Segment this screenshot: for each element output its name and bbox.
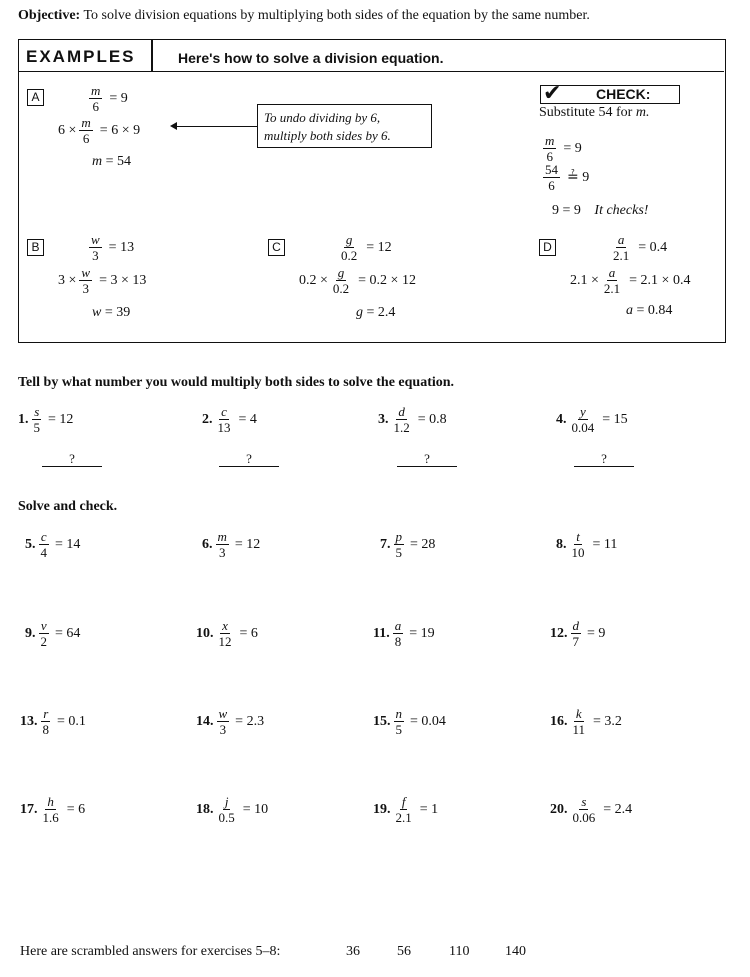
exercise-10: 10. $\frac{x}{12}$ = 6 xyxy=(196,618,258,649)
exercise-16: 16. $\frac{k}{11}$ = 3.2 xyxy=(550,706,622,737)
check-label: CHECK: xyxy=(596,86,651,102)
exercise-3: 3. $\frac{d}{1.2}$ = 0.8 xyxy=(378,404,447,435)
objective xyxy=(18,8,590,24)
scrambled-answer: 56 xyxy=(397,944,411,959)
objective-text: To solve division equations by multiplying both sides of the equation by the same number. xyxy=(83,8,590,23)
example-d-step: 2.1 × $\frac{a}{2.1}$ = 2.1 × 0.4 xyxy=(570,265,691,296)
check-substitute: Substitute 54 for m. xyxy=(539,105,650,120)
check-step-1: $\frac{m}{6}$ = 9 xyxy=(545,133,582,164)
section2-instruction: Solve and check. xyxy=(18,499,118,514)
examples-title: EXAMPLES xyxy=(26,47,136,66)
example-a-solution: m = 54 xyxy=(92,154,132,169)
exercise-18: 18. $\frac{j}{0.5}$ = 10 xyxy=(196,794,269,825)
scrambled-answer: 36 xyxy=(346,944,360,959)
example-b-step: 3 × $\frac{w}{3}$ = 3 × 13 xyxy=(58,265,147,296)
examples-divider xyxy=(151,40,153,72)
scrambled-answers-label: Here are scrambled answers for exercises 5–8: xyxy=(20,944,281,959)
scrambled-answer: 140 xyxy=(505,944,526,959)
equation-rhs: = 6 × 9 xyxy=(99,122,141,138)
example-b-equation: $\frac{w}{3}$ = 13 xyxy=(91,232,135,263)
callout-line-2: multiply both sides by 6. xyxy=(264,128,391,143)
fraction-denominator: 6 xyxy=(92,99,99,114)
exercise-2: 2. $\frac{c}{13}$ = 4 xyxy=(202,404,257,435)
examples-heading: Here's how to solve a division equation. xyxy=(178,50,444,66)
exercise-8: 8. $\frac{t}{10}$ = 11 xyxy=(556,529,618,560)
exercise-14: 14. $\frac{w}{3}$ = 2.3 xyxy=(196,706,265,737)
equation-rhs: = 9 xyxy=(109,90,128,106)
exercise-5: 5. $\frac{c}{4}$ = 14 xyxy=(25,529,81,560)
section1-instruction: Tell by what number you would multiply both sides to solve the equation. xyxy=(18,375,455,390)
exercise-13: 13. $\frac{r}{8}$ = 0.1 xyxy=(20,706,86,737)
example-d-equation: $\frac{a}{2.1}$ = 0.4 xyxy=(613,232,668,263)
answer-blank-4[interactable]: ? xyxy=(574,452,634,467)
example-d-label: D xyxy=(539,239,556,256)
objective-label: Objective: xyxy=(18,8,81,23)
exercise-20: 20. $\frac{s}{0.06}$ = 2.4 xyxy=(550,794,633,825)
example-b-label: B xyxy=(27,239,44,256)
example-a-step xyxy=(58,116,140,145)
exercise-9: 9. $\frac{v}{2}$ = 64 xyxy=(25,618,81,649)
example-b-solution: w = 39 xyxy=(92,305,131,320)
check-step-2: $\frac{54}{6}$ ≟ 9 xyxy=(545,162,590,193)
checkmark-icon: ✔ xyxy=(543,80,562,105)
exercise-15: 15. $\frac{n}{5}$ = 0.04 xyxy=(373,706,446,737)
exercise-6: 6. $\frac{m}{3}$ = 12 xyxy=(202,529,261,560)
exercise-17: 17. $\frac{h}{1.6}$ = 6 xyxy=(20,794,86,825)
example-a-label: A xyxy=(27,89,44,106)
example-a-equation xyxy=(86,84,128,113)
example-d-solution: a = 0.84 xyxy=(626,303,673,318)
example-c-equation: $\frac{g}{0.2}$ = 12 xyxy=(341,232,392,263)
exercise-4: 4. $\frac{y}{0.04}$ = 15 xyxy=(556,404,628,435)
exercise-19: 19. $\frac{f}{2.1}$ = 1 xyxy=(373,794,439,825)
fraction-denominator: 6 xyxy=(82,131,90,146)
multiplier: 6 × xyxy=(58,122,77,138)
exercise-12: 12. $\frac{d}{7}$ = 9 xyxy=(550,618,606,649)
answer-blank-2[interactable]: ? xyxy=(219,452,279,467)
answer-blank-3[interactable]: ? xyxy=(397,452,457,467)
check-result: 9 = 9 It checks! xyxy=(552,203,649,218)
fraction-numerator: m xyxy=(91,83,101,98)
scrambled-answer: 110 xyxy=(449,944,470,959)
exercise-7: 7. $\frac{p}{5}$ = 28 xyxy=(380,529,436,560)
fraction-numerator: m xyxy=(81,115,91,130)
answer-blank-1[interactable]: ? xyxy=(42,452,102,467)
example-c-step: 0.2 × $\frac{g}{0.2}$ = 0.2 × 12 xyxy=(299,265,416,296)
hint-callout xyxy=(257,104,432,148)
example-c-label: C xyxy=(268,239,285,256)
example-c-solution: g = 2.4 xyxy=(356,305,396,320)
arrow-line xyxy=(176,126,257,127)
exercise-1: 1. $\frac{s}{5}$ = 12 xyxy=(18,404,74,435)
exercise-11: 11. $\frac{a}{8}$ = 19 xyxy=(373,618,435,649)
callout-line-1: To undo dividing by 6, xyxy=(264,110,381,125)
